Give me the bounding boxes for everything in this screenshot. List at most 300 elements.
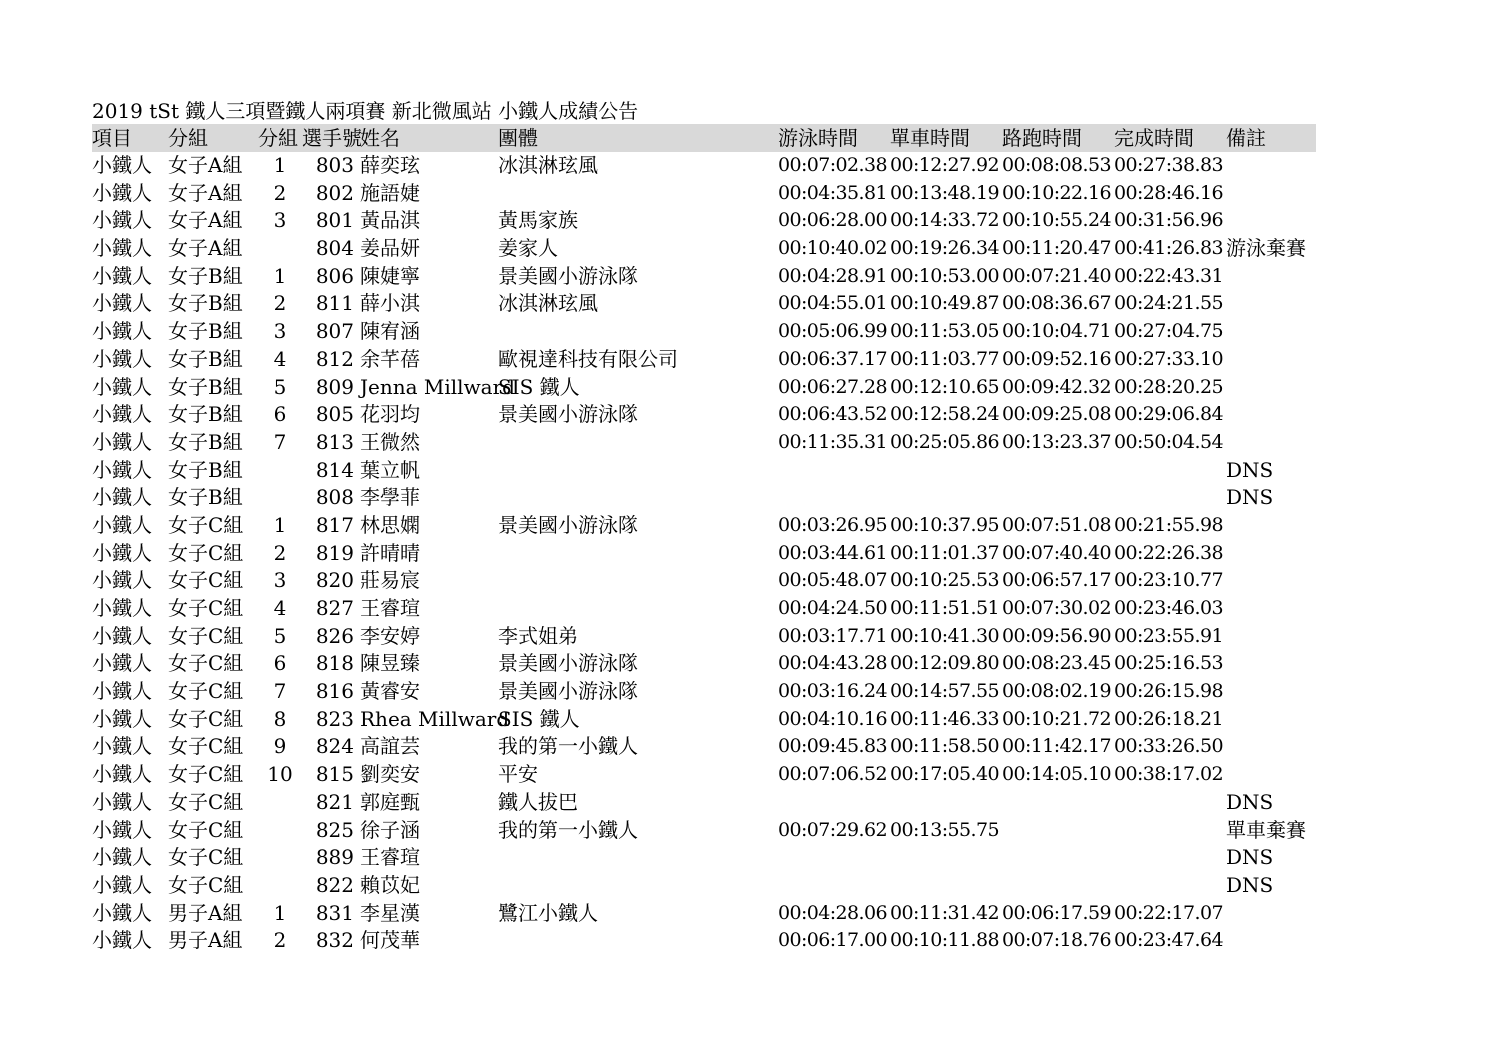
cell-number: 816 [315,679,354,704]
cell-number: 821 [315,789,354,814]
cell-swim: 00:04:24.50 [778,597,887,619]
cell-number: 808 [315,485,354,510]
cell-team: 景美國小游泳隊 [498,651,638,676]
cell-item: 小鐵人 [92,596,152,620]
cell-run: 00:07:40.40 [1002,541,1111,564]
cell-bike: 00:10:41.30 [890,624,999,647]
cell-rank: 1 [273,512,287,537]
cell-bike: 00:12:10.65 [890,375,999,398]
cell-total: 00:26:18.21 [1114,707,1223,730]
table-row [92,263,1316,291]
cell-bike: 00:10:53.00 [890,264,999,287]
cell-total: 00:28:46.16 [1114,181,1223,204]
cell-number: 827 [315,596,354,620]
table-row [92,235,1316,263]
cell-item: 小鐵人 [92,928,152,953]
results-sheet [92,98,1316,955]
cell-item: 小鐵人 [92,706,152,731]
cell-run: 00:07:18.76 [1002,929,1111,952]
cell-group: 女子B組 [168,374,243,399]
page-title: 2019 tSt 鐵人三項暨鐵人兩項賽 新北微風站 小鐵人成績公告 [92,99,639,123]
cell-item: 小鐵人 [92,568,152,593]
cell-name: 王微然 [360,429,420,454]
header-bike: 單車時間 [890,126,970,150]
cell-name: 陳昱臻 [360,651,420,676]
cell-note: DNS [1226,872,1274,897]
table-row [92,706,1316,734]
cell-number: 812 [315,346,354,371]
table-row [92,290,1316,318]
cell-group: 女子C組 [168,651,244,676]
cell-item: 小鐵人 [92,872,152,897]
cell-bike: 00:25:05.86 [890,430,999,453]
cell-group: 女子C組 [168,789,244,814]
cell-name: 何茂華 [360,928,420,953]
cell-rank: 2 [273,180,287,205]
table-row [92,650,1316,678]
cell-name: 李安婷 [360,623,420,648]
cell-group: 女子C組 [168,540,244,565]
cell-name: Jenna Millward [360,374,515,399]
cell-note: 游泳棄賽 [1226,236,1306,261]
cell-run: 00:14:05.10 [1002,763,1111,786]
cell-note: DNS [1226,845,1274,870]
cell-name: 陳宥涵 [360,319,420,344]
cell-number: 807 [315,319,354,344]
table-row [92,457,1316,485]
cell-swim: 00:04:55.01 [778,292,887,315]
table-row [92,374,1316,402]
cell-number: 814 [315,457,354,482]
cell-group: 女子C組 [168,872,244,897]
cell-total: 00:27:33.10 [1114,347,1223,370]
cell-group: 女子C組 [168,679,244,704]
cell-number: 825 [315,817,354,842]
cell-rank: 6 [273,402,287,427]
cell-item: 小鐵人 [92,208,152,233]
table-row [92,733,1316,761]
cell-item: 小鐵人 [92,900,152,925]
cell-group: 女子C組 [168,817,244,842]
cell-name: 高誼芸 [360,734,420,759]
cell-swim: 00:06:28.00 [778,209,887,232]
cell-name: 花羽均 [360,402,420,427]
cell-group: 女子B組 [168,429,243,454]
cell-name: Rhea Millward [360,706,510,731]
cell-rank: 5 [273,374,287,399]
cell-name: 葉立帆 [360,457,420,482]
cell-run: 00:08:08.53 [1002,154,1111,176]
cell-run: 00:08:23.45 [1002,652,1111,675]
cell-rank: 9 [273,734,287,759]
cell-bike: 00:19:26.34 [890,237,999,260]
cell-number: 832 [315,928,354,953]
cell-run: 00:09:56.90 [1002,624,1111,647]
cell-number: 822 [315,872,354,897]
cell-rank: 4 [273,596,287,620]
cell-team: 景美國小游泳隊 [498,512,638,537]
cell-item: 小鐵人 [92,623,152,648]
table-row [92,789,1316,817]
cell-item: 小鐵人 [92,651,152,676]
cell-group: 男子A組 [168,928,243,953]
cell-swim: 00:06:37.17 [778,347,887,370]
cell-name: 薛小淇 [360,291,420,316]
cell-name: 薛奕玹 [360,153,420,177]
cell-swim: 00:04:28.91 [778,264,887,287]
cell-number: 815 [315,762,354,787]
cell-item: 小鐵人 [92,374,152,399]
cell-group: 女子B組 [168,485,243,510]
cell-team: 冰淇淋玹風 [498,291,598,316]
cell-bike: 00:11:46.33 [890,707,999,730]
cell-group: 女子B組 [168,402,243,427]
cell-item: 小鐵人 [92,180,152,205]
cell-rank: 1 [273,900,287,925]
header-item: 項目 [92,126,132,150]
header-run: 路跑時間 [1002,126,1082,150]
table-row [92,401,1316,429]
cell-group: 女子B組 [168,319,243,344]
header-swim: 游泳時間 [778,126,858,150]
cell-rank: 3 [273,568,287,593]
cell-group: 女子C組 [168,568,244,593]
header-number: 選手號 [302,126,362,150]
cell-group: 女子A組 [168,153,243,177]
cell-swim: 00:03:26.95 [778,513,887,536]
cell-number: 823 [315,706,354,731]
cell-bike: 00:12:27.92 [890,154,999,176]
cell-team: 姜家人 [498,236,558,261]
table-row [92,207,1316,235]
cell-total: 00:22:26.38 [1114,541,1223,564]
cell-rank: 1 [273,153,287,177]
cell-swim: 00:04:10.16 [778,707,887,730]
cell-swim: 00:05:48.07 [778,569,887,592]
cell-swim: 00:04:35.81 [778,181,887,204]
table-row [92,623,1316,651]
cell-bike: 00:10:11.88 [890,929,999,952]
cell-total: 00:27:38.83 [1114,154,1223,176]
cell-item: 小鐵人 [92,512,152,537]
cell-number: 811 [315,291,354,316]
cell-group: 女子B組 [168,457,243,482]
header-note: 備註 [1226,126,1266,150]
cell-run: 00:10:22.16 [1002,181,1111,204]
cell-bike: 00:12:58.24 [890,403,999,426]
cell-note: 單車棄賽 [1226,817,1306,842]
cell-total: 00:23:46.03 [1114,597,1223,619]
cell-team: 李式姐弟 [498,623,578,648]
cell-item: 小鐵人 [92,153,152,177]
cell-number: 801 [315,208,354,233]
table-body [92,152,1316,955]
cell-number: 804 [315,236,354,261]
cell-run: 00:11:42.17 [1002,735,1111,758]
cell-note: DNS [1226,457,1274,482]
cell-swim: 00:07:29.62 [778,818,887,841]
cell-total: 00:24:21.55 [1114,292,1223,315]
cell-name: 姜品妍 [360,236,420,261]
cell-run: 00:08:36.67 [1002,292,1111,315]
table-row [92,346,1316,374]
cell-run: 00:10:04.71 [1002,320,1111,343]
cell-swim: 00:03:17.71 [778,624,887,647]
cell-rank: 7 [273,429,287,454]
cell-name: 許晴晴 [360,540,420,565]
table-row [92,844,1316,872]
cell-group: 女子C組 [168,706,244,731]
cell-bike: 00:12:09.80 [890,652,999,675]
cell-bike: 00:11:53.05 [890,320,999,343]
cell-run: 00:07:21.40 [1002,264,1111,287]
table-row [92,152,1316,180]
cell-total: 00:27:04.75 [1114,320,1223,343]
cell-team: 平安 [498,762,538,787]
table-row [92,567,1316,595]
table-header [92,124,1316,152]
cell-total: 00:29:06.84 [1114,403,1223,426]
cell-rank: 5 [273,623,287,648]
cell-swim: 00:09:45.83 [778,735,887,758]
cell-total: 00:38:17.02 [1114,763,1223,786]
table-row [92,595,1316,623]
cell-name: 賴苡妃 [360,872,420,897]
cell-number: 826 [315,623,354,648]
cell-name: 黃睿安 [360,679,420,704]
cell-rank: 3 [273,319,287,344]
cell-item: 小鐵人 [92,734,152,759]
table-row [92,512,1316,540]
cell-item: 小鐵人 [92,540,152,565]
table-row [92,318,1316,346]
cell-rank: 2 [273,928,287,953]
cell-swim: 00:07:02.38 [778,154,887,176]
cell-total: 00:50:04.54 [1114,430,1223,453]
cell-item: 小鐵人 [92,346,152,371]
cell-number: 817 [315,512,354,537]
cell-rank: 2 [273,540,287,565]
cell-name: 黃品淇 [360,208,420,233]
cell-swim: 00:03:44.61 [778,541,887,564]
cell-name: 李星漢 [360,900,420,925]
cell-total: 00:23:47.64 [1114,929,1223,952]
table-row [92,927,1316,955]
cell-team: 鷺江小鐵人 [498,900,598,925]
cell-bike: 00:11:58.50 [890,735,999,758]
cell-run: 00:09:52.16 [1002,347,1111,370]
cell-rank: 2 [273,291,287,316]
cell-total: 00:21:55.98 [1114,513,1223,536]
header-name: 姓名 [360,126,400,150]
cell-run: 00:08:02.19 [1002,680,1111,703]
cell-item: 小鐵人 [92,291,152,316]
cell-total: 00:22:17.07 [1114,901,1223,924]
cell-team: 鐵人拔巴 [498,789,578,814]
cell-bike: 00:10:49.87 [890,292,999,315]
cell-bike: 00:13:48.19 [890,181,999,204]
cell-item: 小鐵人 [92,679,152,704]
table-row [92,429,1316,457]
cell-number: 805 [315,402,354,427]
cell-number: 802 [315,180,354,205]
header-total: 完成時間 [1114,126,1194,150]
table-row [92,180,1316,208]
cell-run: 00:06:57.17 [1002,569,1111,592]
cell-number: 889 [315,845,354,870]
cell-run: 00:13:23.37 [1002,430,1111,453]
cell-run: 00:10:55.24 [1002,209,1111,232]
cell-total: 00:41:26.83 [1114,237,1223,260]
cell-total: 00:23:10.77 [1114,569,1223,592]
cell-swim: 00:06:17.00 [778,929,887,952]
cell-swim: 00:06:27.28 [778,375,887,398]
cell-item: 小鐵人 [92,319,152,344]
cell-run: 00:07:51.08 [1002,513,1111,536]
cell-bike: 00:11:51.51 [890,597,999,619]
cell-group: 女子C組 [168,512,244,537]
cell-run: 00:09:42.32 [1002,375,1111,398]
header-rank: 分組 [258,126,298,150]
cell-group: 女子A組 [168,208,243,233]
cell-run: 00:07:30.02 [1002,597,1111,619]
cell-number: 819 [315,540,354,565]
cell-run: 00:10:21.72 [1002,707,1111,730]
cell-rank: 3 [273,208,287,233]
cell-group: 女子C組 [168,623,244,648]
cell-name: 王睿瑄 [360,845,420,870]
cell-swim: 00:04:28.06 [778,901,887,924]
cell-group: 女子B組 [168,263,243,288]
header-team: 團體 [498,126,538,150]
cell-group: 女子B組 [168,346,243,371]
cell-group: 女子C組 [168,762,244,787]
cell-item: 小鐵人 [92,236,152,261]
cell-team: 黃馬家族 [498,208,578,233]
cell-swim: 00:05:06.99 [778,320,887,343]
cell-team: 歐視達科技有限公司 [498,346,678,371]
cell-swim: 00:11:35.31 [778,430,887,453]
cell-name: 陳婕寧 [360,263,420,288]
cell-bike: 00:11:01.37 [890,541,999,564]
cell-note: DNS [1226,789,1274,814]
table-row [92,817,1316,845]
cell-bike: 00:17:05.40 [890,763,999,786]
cell-name: 劉奕安 [360,762,420,787]
cell-name: 莊易宸 [360,568,420,593]
cell-swim: 00:07:06.52 [778,763,887,786]
cell-name: 徐子涵 [360,817,420,842]
cell-name: 余芊蓓 [360,346,420,371]
table-row [92,678,1316,706]
cell-item: 小鐵人 [92,817,152,842]
cell-item: 小鐵人 [92,845,152,870]
cell-item: 小鐵人 [92,402,152,427]
cell-rank: 10 [267,762,293,787]
cell-swim: 00:03:16.24 [778,680,887,703]
cell-team: 景美國小游泳隊 [498,402,638,427]
cell-name: 林思嫻 [360,512,420,537]
cell-total: 00:25:16.53 [1114,652,1223,675]
cell-item: 小鐵人 [92,762,152,787]
cell-number: 813 [315,429,354,454]
cell-rank: 6 [273,651,287,676]
cell-run: 00:09:25.08 [1002,403,1111,426]
table-row [92,900,1316,928]
cell-bike: 00:11:31.42 [890,901,999,924]
cell-item: 小鐵人 [92,485,152,510]
cell-number: 831 [315,900,354,925]
cell-name: 李學菲 [360,485,420,510]
cell-team: 我的第一小鐵人 [498,817,638,842]
cell-team: 景美國小游泳隊 [498,263,638,288]
cell-swim: 00:04:43.28 [778,652,887,675]
cell-group: 男子A組 [168,900,243,925]
cell-bike: 00:10:25.53 [890,569,999,592]
cell-rank: 4 [273,346,287,371]
cell-total: 00:33:26.50 [1114,735,1223,758]
cell-total: 00:28:20.25 [1114,375,1223,398]
table-row [92,484,1316,512]
cell-team: SIS 鐵人 [498,706,580,731]
cell-swim: 00:10:40.02 [778,237,887,260]
cell-number: 803 [315,153,354,177]
table-row [92,761,1316,789]
table-row [92,540,1316,568]
table-row [92,872,1316,900]
cell-bike: 00:11:03.77 [890,347,999,370]
cell-bike: 00:10:37.95 [890,513,999,536]
header-group: 分組 [168,126,208,150]
cell-team: 冰淇淋玹風 [498,153,598,177]
cell-group: 女子A組 [168,236,243,261]
cell-number: 809 [315,374,354,399]
cell-rank: 7 [273,679,287,704]
cell-group: 女子B組 [168,291,243,316]
cell-rank: 8 [273,706,287,731]
cell-team: SIS 鐵人 [498,374,580,399]
cell-group: 女子C組 [168,734,244,759]
cell-number: 818 [315,651,354,676]
cell-group: 女子A組 [168,180,243,205]
cell-total: 00:23:55.91 [1114,624,1223,647]
cell-run: 00:06:17.59 [1002,901,1111,924]
cell-item: 小鐵人 [92,457,152,482]
cell-name: 郭庭甄 [360,789,420,814]
cell-note: DNS [1226,485,1274,510]
cell-bike: 00:14:57.55 [890,680,999,703]
cell-item: 小鐵人 [92,263,152,288]
cell-team: 景美國小游泳隊 [498,679,638,704]
cell-bike: 00:14:33.72 [890,209,999,232]
cell-item: 小鐵人 [92,789,152,814]
cell-group: 女子C組 [168,845,244,870]
cell-bike: 00:13:55.75 [890,818,999,841]
cell-number: 824 [315,734,354,759]
cell-swim: 00:06:43.52 [778,403,887,426]
cell-rank: 1 [273,263,287,288]
cell-run: 00:11:20.47 [1002,237,1111,260]
cell-number: 820 [315,568,354,593]
cell-item: 小鐵人 [92,429,152,454]
cell-group: 女子C組 [168,596,244,620]
cell-total: 00:26:15.98 [1114,680,1223,703]
cell-name: 王睿瑄 [360,596,420,620]
cell-number: 806 [315,263,354,288]
cell-total: 00:31:56.96 [1114,209,1223,232]
cell-team: 我的第一小鐵人 [498,734,638,759]
cell-total: 00:22:43.31 [1114,264,1223,287]
